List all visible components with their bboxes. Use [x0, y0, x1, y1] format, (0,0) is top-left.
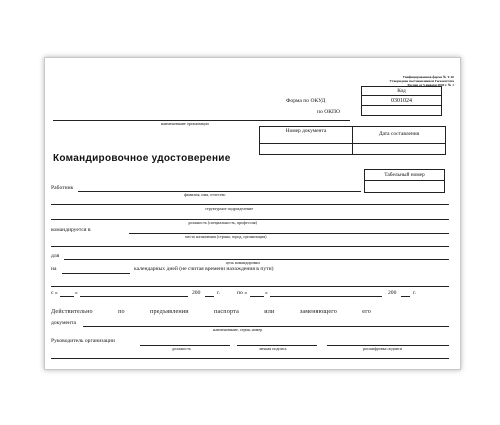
date-from-day-line[interactable]: [60, 296, 74, 297]
date-compiled-value[interactable]: [353, 144, 445, 154]
document-title: Командировочное удостоверение: [53, 153, 231, 164]
travel-certificate-form: [44, 57, 461, 370]
date-compiled-header: Дата составления: [353, 127, 445, 144]
form-note-line-1: Унифицированная форма № Т-10: [402, 75, 454, 79]
division-caption: структурное подразделение: [205, 206, 254, 211]
date-to-close-quote: »: [265, 290, 268, 296]
document-number-header: Номер документа: [260, 127, 353, 144]
worker-label: Работник: [51, 185, 74, 191]
passport-caption: наименование, серия, номер: [213, 327, 263, 332]
okud-label: Форма по ОКУД: [286, 98, 326, 104]
tab-number-value[interactable]: [365, 181, 444, 192]
bottom-line: [51, 358, 449, 359]
date-to-open-quote: по «: [237, 290, 247, 296]
date-to-month-line[interactable]: [270, 296, 382, 297]
date-from-month-line[interactable]: [80, 296, 188, 297]
form-note-line-2: Утверждена постановлением Госкомстата: [389, 78, 454, 83]
destination-caption: место назначения (страна, город, организация): [185, 234, 267, 239]
date-to-g-label: г.: [413, 290, 417, 296]
passport-text: Действительно по предъявлении паспорта или заменяющего его: [51, 309, 371, 315]
tab-number-table: [364, 169, 445, 193]
okpo-code-value[interactable]: [362, 106, 441, 116]
position-caption: должность (специальность, профессия): [188, 220, 257, 225]
date-to-year-prefix: 200: [388, 290, 397, 296]
head-of-organization-label: Руководитель организации: [51, 338, 115, 344]
document-number-value[interactable]: [260, 144, 353, 154]
date-from-close-quote: »: [75, 290, 78, 296]
for-label: для: [51, 253, 60, 259]
document-label: документа: [51, 320, 77, 326]
head-signature-caption: личная подпись: [259, 346, 287, 351]
calendar-days-text: календарных дней (не считая времени нахождения в пути): [134, 266, 274, 272]
days-count-line[interactable]: [62, 273, 130, 274]
okud-code-value[interactable]: 0301024: [362, 96, 441, 106]
sent-to-label: командируется в: [51, 227, 91, 233]
destination-line[interactable]: [129, 233, 449, 234]
tab-number-header: Табельный номер: [365, 170, 444, 181]
date-to-year-line[interactable]: [401, 296, 410, 297]
code-header: Код: [362, 87, 441, 96]
purpose-caption: цель командировки: [226, 260, 260, 265]
document-table: [259, 126, 446, 155]
date-to-day-line[interactable]: [250, 296, 264, 297]
head-signature-decode-caption: расшифровка подписи: [363, 346, 403, 351]
form-note-line-3: России от 5 января 2004 г. № 1: [407, 82, 454, 87]
okpo-label: по ОКПО: [317, 109, 341, 115]
date-from-open-quote: с «: [51, 290, 58, 296]
na-label: на: [51, 266, 57, 272]
passport-details-line[interactable]: [83, 326, 449, 327]
date-from-g-label: г.: [217, 290, 221, 296]
organization-caption: наименование организации: [161, 121, 209, 126]
code-box: [361, 86, 442, 116]
date-from-year-line[interactable]: [205, 296, 214, 297]
destination-line-2[interactable]: [51, 246, 449, 247]
fio-caption: фамилия, имя, отчество: [184, 192, 226, 197]
head-position-caption: должность: [172, 346, 191, 351]
date-from-year-prefix: 200: [192, 290, 201, 296]
division-line[interactable]: [51, 204, 449, 205]
duration-extra-line[interactable]: [51, 286, 449, 287]
